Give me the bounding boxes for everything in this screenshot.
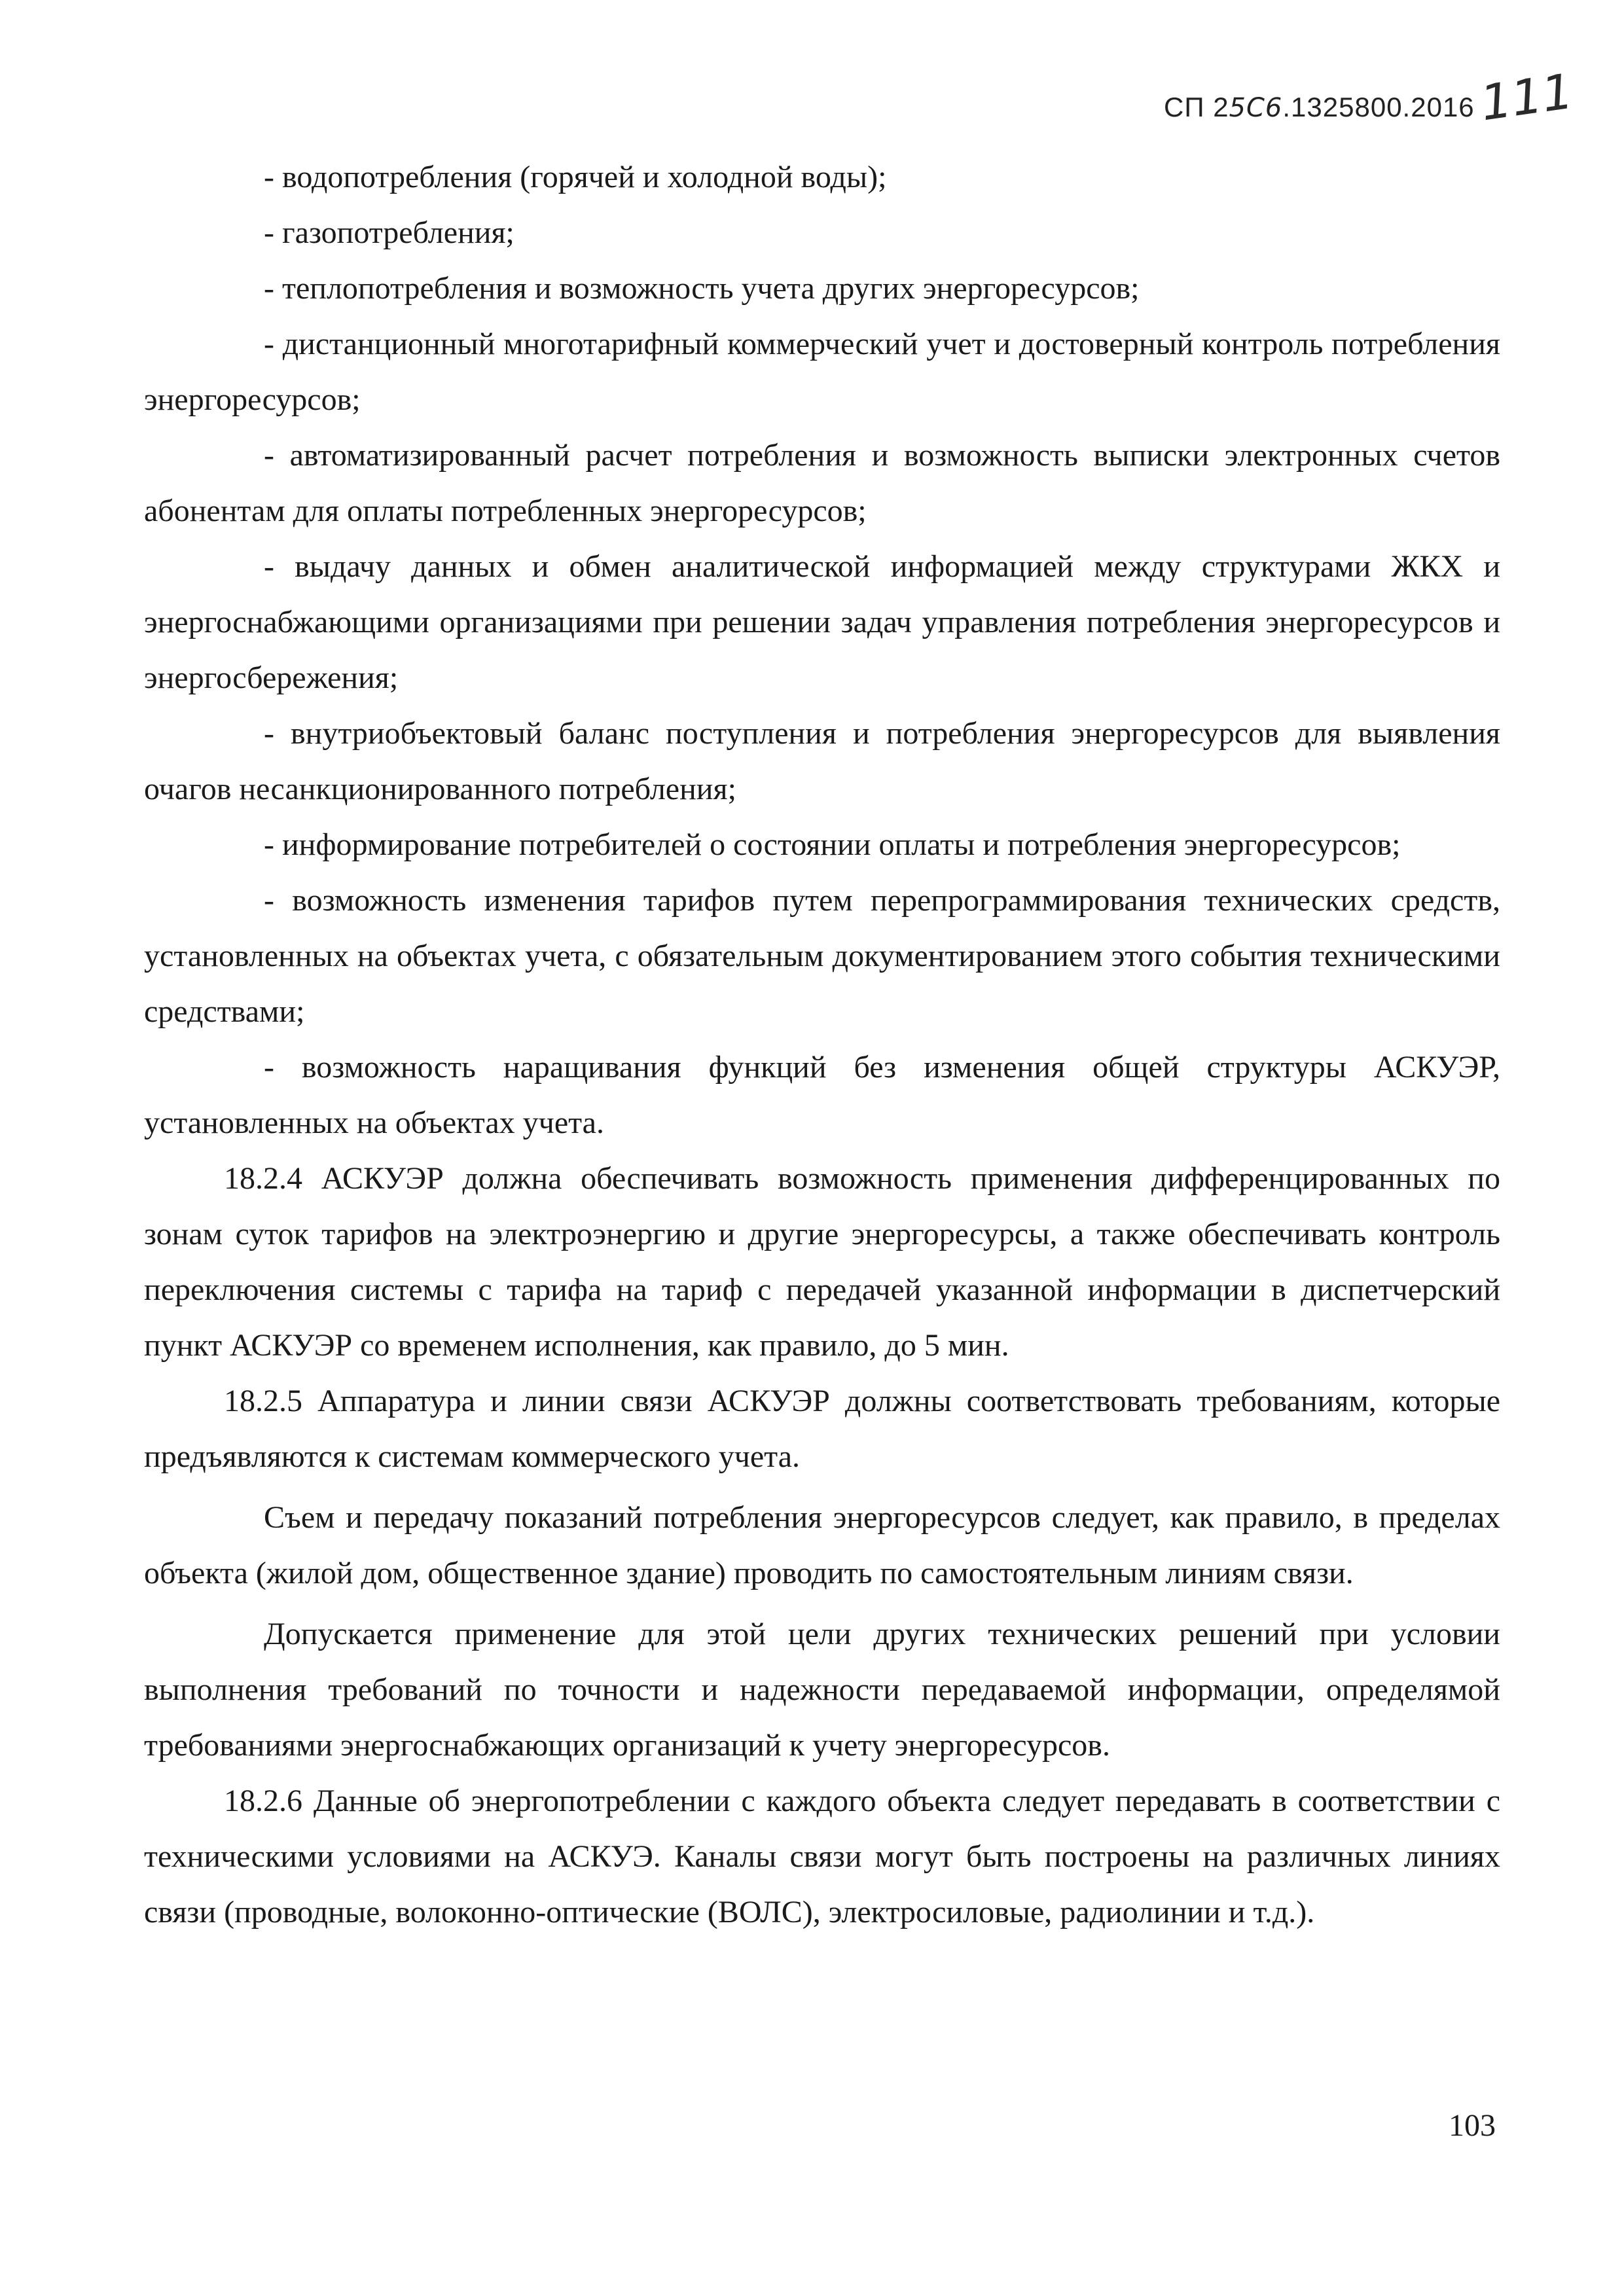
list-item-automated-billing: - автоматизированный расчет потребления и возможность выписки электронных счетов абонентам для оплаты потребленных энергоресурсов; [144, 438, 1500, 528]
paragraph-readings-transfer: Съем и передачу показаний потребления энергоресурсов следует, как правило, в пределах объекта (жилой дом, общественное здание) проводить по самостоятельным линиям связи. [144, 1500, 1500, 1590]
document-code-handwritten: 5С6 [1229, 93, 1283, 123]
document-code-prefix: СП 2 [1164, 92, 1229, 122]
list-item-water: - водопотребления (горячей и холодной воды); [264, 160, 887, 194]
clause-18-2-4: 18.2.4 АСКУЭР должна обеспечивать возможность применения дифференцированных по зонам суток тарифов на электроэнергию и другие энергоресурсы, а также обеспечивать контроль переключения системы с тарифа на тариф с передачей указанной информации в диспетчерский пункт АСКУЭР со временем исполнения, как правило, до 5 мин. [144, 1161, 1500, 1363]
list-item-consumer-info: - информирование потребителей о состоянии оплаты и потребления энергоресурсов; [264, 827, 1401, 862]
document-code [1164, 92, 1475, 123]
document-body [144, 149, 1500, 1940]
list-item-data-exchange: - выдачу данных и обмен аналитической информацией между структурами ЖКХ и энергоснабжающими организациями при решении задач управления потребления энергоресурсов и энергосбережения; [144, 549, 1500, 695]
clause-18-2-6: 18.2.6 Данные об энергопотреблении с каждого объекта следует передавать в соответствии с техническими условиями на АСКУЭ. Каналы связи могут быть построены на различных линиях связи (проводные, волоконно-оптические (ВОЛС), электросиловые, радиолинии и т.д.). [144, 1784, 1500, 1929]
list-item-heat: - теплопотребления и возможность учета других энергоресурсов; [264, 271, 1140, 306]
page-number: 103 [1449, 2108, 1496, 2143]
handwritten-page-number: 111 [1477, 63, 1577, 132]
list-item-remote-metering: - дистанционный многотарифный коммерческий учет и достоверный контроль потребления энергоресурсов; [144, 327, 1500, 417]
list-item-function-expansion: - возможность наращивания функций без изменения общей структуры АСКУЭР, установленных на объектах учета. [144, 1050, 1500, 1140]
list-item-tariff-change: - возможность изменения тарифов путем перепрограммирования технических средств, установленных на объектах учета, с обязательным документированием этого события техническими средствами; [144, 883, 1500, 1029]
paragraph-other-solutions: Допускается применение для этой цели других технических решений при условии выполнения требований по точности и надежности передаваемой информации, определямой требованиями энергоснабжающих организаций к учету энергоресурсов. [144, 1617, 1500, 1763]
document-code-suffix: .1325800.2016 [1282, 92, 1475, 122]
clause-18-2-5: 18.2.5 Аппаратура и линии связи АСКУЭР должны соответствовать требованиям, которые предъявляются к системам коммерческого учета. [144, 1384, 1500, 1474]
list-item-gas: - газопотребления; [264, 215, 514, 250]
list-item-internal-balance: - внутриобъектовый баланс поступления и потребления энергоресурсов для выявления очагов несанкционированного потребления; [144, 716, 1500, 806]
